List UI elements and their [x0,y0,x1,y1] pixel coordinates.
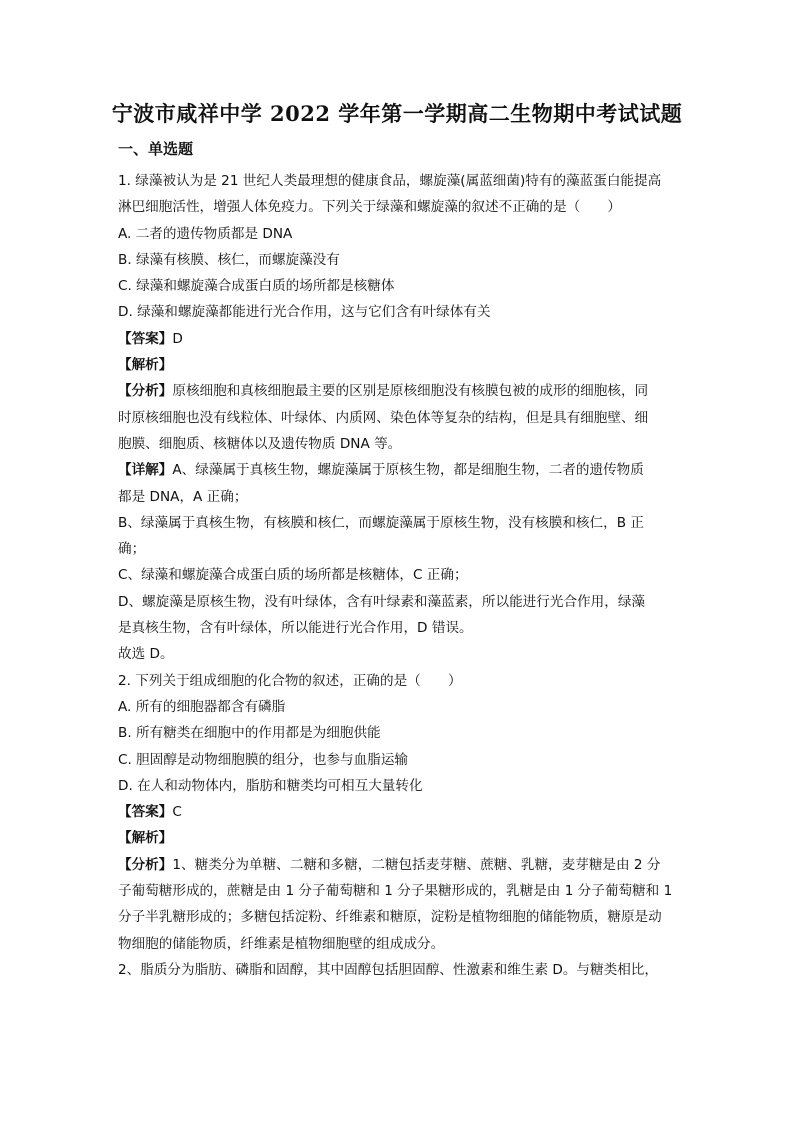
text-line [118,562,680,588]
section-tag: 【解析】 [118,357,173,374]
section-heading: 一、单选题 [118,140,194,158]
section-tag: 【答案】 [118,804,173,821]
text-line [118,668,680,694]
text-line [118,694,680,720]
line-text: C. 胆固醇是动物细胞膜的组分，也参与血脂运输 [118,751,409,768]
line-text: 是真核生物，含有叶绿体，所以能进行光合作用，D 错误。 [118,620,473,637]
text-line [118,720,680,746]
section-tag: 【详解】 [118,462,173,479]
text-line [118,484,680,510]
line-text: 2. 下列关于组成细胞的化合物的叙述，正确的是（ ） [118,672,462,689]
text-line [118,299,680,325]
text-line [118,799,680,825]
line-text: 胞膜、细胞质、核糖体以及遗传物质 DNA 等。 [118,435,402,452]
line-text: A、绿藻属于真核生物，螺旋藻属于原核生物，都是细胞生物，二者的遗传物质 [172,462,644,479]
text-line [118,825,680,851]
section-tag: 【分析】 [118,383,173,400]
line-text: C [172,804,182,821]
line-text: 1. 绿藻被认为是 21 世纪人类最理想的健康食品，螺旋藻(属蓝细菌)特有的藻蓝蛋白能提高 [118,173,662,189]
line-text: 物细胞的储能物质，纤维素是植物细胞壁的组成成分。 [118,935,445,952]
line-text: B. 所有糖类在细胞中的作用都是为细胞供能 [118,725,381,742]
text-line [118,247,680,273]
text-line [118,510,680,536]
line-text: 确； [118,541,146,558]
line-text: A. 所有的细胞器都含有磷脂 [118,698,286,715]
text-line [118,641,680,667]
line-text: 1、糖类分为单糖、二糖和多糖，二糖包括麦芽糖、蔗糖、乳糖，麦芽糖是由 2 分 [172,856,661,873]
text-line [118,273,680,299]
line-text: 淋巴细胞活性，增强人体免疫力。下列关于绿藻和螺旋藻的叙述不正确的是（ ） [118,199,621,216]
question-body [118,168,680,983]
text-line [118,168,680,194]
line-text: D、螺旋藻是原核生物，没有叶绿体，含有叶绿素和藻蓝素，所以能进行光合作用，绿藻 [118,593,646,610]
text-line [118,326,680,352]
exam-title: 宁波市咸祥中学 2022 学年第一学期高二生物期中考试试题 [111,101,683,126]
line-text: A. 二者的遗传物质都是 DNA [118,225,293,242]
text-line [118,747,680,773]
line-text: 2、脂质分为脂肪、磷脂和固醇，其中固醇包括胆固醇、性激素和维生素 D。与糖类相比， [118,961,658,978]
section-tag: 【解析】 [118,830,173,847]
line-text: D [172,330,183,347]
text-line [118,852,680,878]
line-text: B. 绿藻有核膜、核仁，而螺旋藻没有 [118,251,340,268]
line-text: D. 在人和动物体内，脂肪和糖类均可相互大量转化 [118,777,423,794]
text-line [118,221,680,247]
line-text: B、绿藻属于真核生物，有核膜和核仁，而螺旋藻属于原核生物，没有核膜和核仁，B 正 [118,514,644,531]
text-line [118,931,680,957]
text-line [118,457,680,483]
line-text: 故选 D。 [118,646,174,663]
line-text: 时原核细胞也没有线粒体、叶绿体、内质网、染色体等复杂的结构，但是具有细胞壁、细 [118,409,649,426]
text-line [118,378,680,404]
text-line [118,536,680,562]
text-line [118,773,680,799]
text-line [118,194,680,220]
text-line [118,431,680,457]
text-line [118,878,680,904]
line-text: C、绿藻和螺旋藻合成蛋白质的场所都是核糖体，C 正确； [118,567,468,584]
text-line [118,615,680,641]
text-line [118,405,680,431]
text-line [118,957,680,983]
line-text: 子葡萄糖形成的，蔗糖是由 1 分子葡萄糖和 1 分子果糖形成的，乳糖是由 1 分子葡萄糖和 1 [118,883,673,900]
text-line [118,589,680,615]
text-line [118,904,680,930]
line-text: 原核细胞和真核细胞最主要的区别是原核细胞没有核膜包被的成形的细胞核，同 [172,383,649,400]
section-tag: 【分析】 [118,856,173,873]
text-line [118,352,680,378]
section-tag: 【答案】 [118,330,173,347]
line-text: C. 绿藻和螺旋藻合成蛋白质的场所都是核糖体 [118,278,395,295]
line-text: 都是 DNA，A 正确； [118,488,248,505]
line-text: D. 绿藻和螺旋藻都能进行光合作用，这与它们含有叶绿体有关 [118,304,491,321]
line-text: 分子半乳糖形成的；多糖包括淀粉、纤维素和糖原，淀粉是植物细胞的储能物质，糖原是动 [118,909,662,926]
